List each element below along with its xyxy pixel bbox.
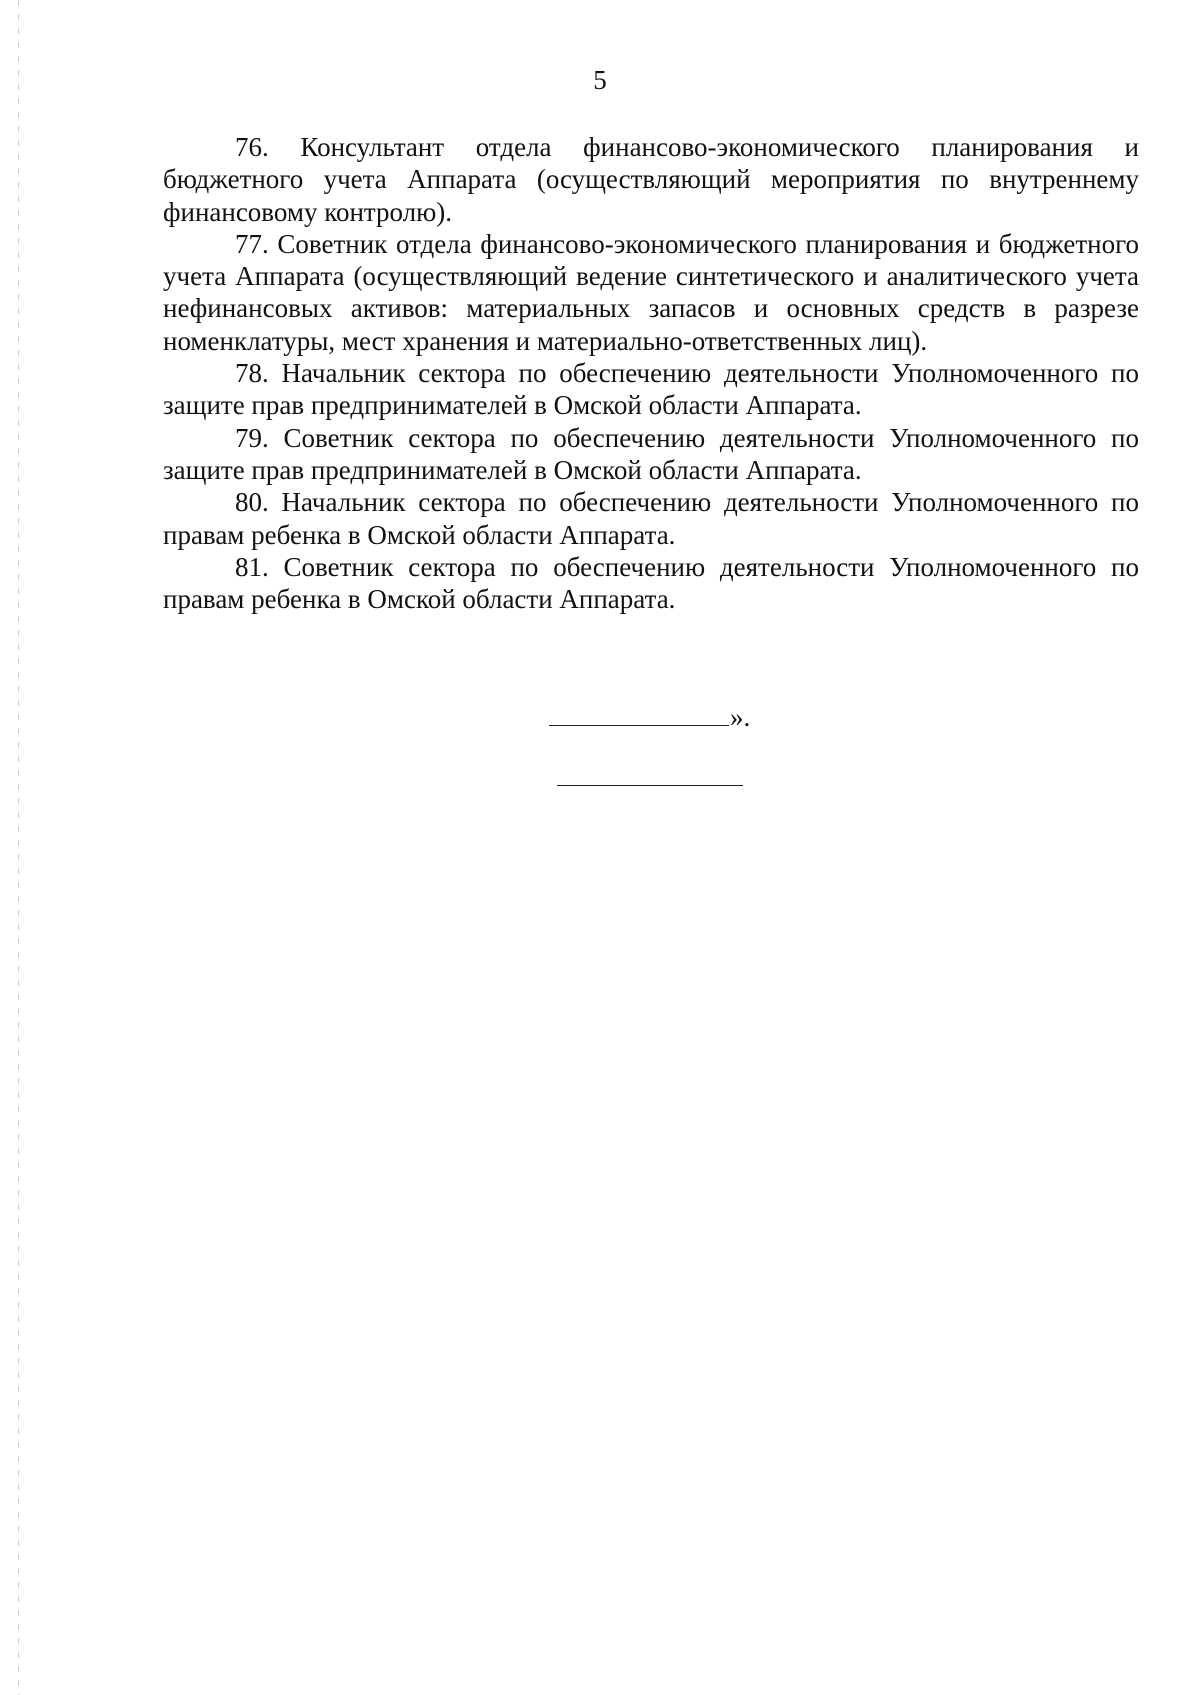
paragraph-81: 81. Советник сектора по обеспечению деятельности Уполномоченного по правам ребенка в Омской области Аппарата.: [163, 551, 1139, 615]
scan-edge-mark: [18, 0, 19, 1695]
closing-marker: [549, 701, 769, 733]
paragraph-80: 80. Начальник сектора по обеспечению деятельности Уполномоченного по правам ребенка в Омской области Аппарата.: [163, 487, 1139, 550]
closing-underline: [549, 725, 729, 726]
document-body: [163, 131, 1139, 615]
page-number: 5: [593, 65, 607, 95]
paragraph-77: 77. Советник отдела финансово-экономического планирования и бюджетного учета Аппарата (осуществляющий ведение синтетического и аналитического учета нефинансовых активов: материальных запасов и основных средств в разрезе номенклатуры, мест хранения и материально-ответственных лиц).: [163, 228, 1139, 356]
paragraph-79: 79. Советник сектора по обеспечению деятельности Уполномоченного по защите прав предпринимателей в Омской области Аппарата.: [163, 422, 1139, 485]
paragraph-78: 78. Начальник сектора по обеспечению деятельности Уполномоченного по защите прав предпринимателей в Омской области Аппарата.: [163, 358, 1139, 421]
end-divider-line: [557, 785, 743, 786]
paragraph-76: 76. Консультант отдела финансово-экономического планирования и бюджетного учета Аппарата (осуществляющий мероприятия по внутреннему финансовому контролю).: [163, 132, 1139, 227]
closing-quote-mark: ».: [730, 702, 751, 732]
